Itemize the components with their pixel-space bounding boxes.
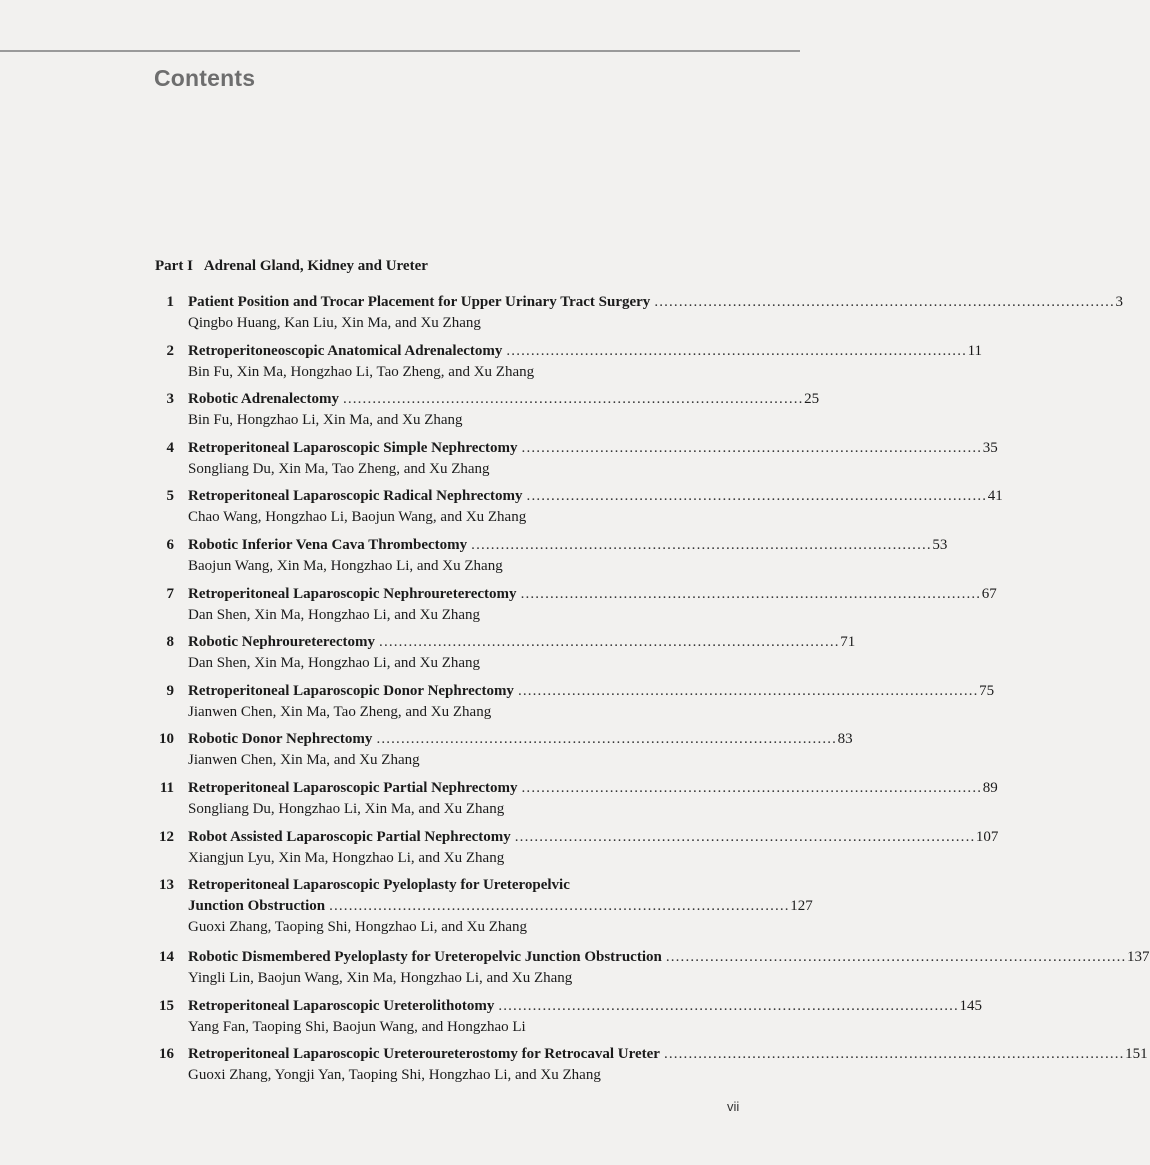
chapter-title[interactable]: Robotic Dismembered Pyeloplasty for Ureteropelvic Junction Obstruction	[188, 949, 662, 966]
chapter-title[interactable]: Robotic Inferior Vena Cava Thrombectomy	[188, 536, 468, 553]
dot-leader	[379, 632, 837, 653]
chapter-title[interactable]: Retroperitoneoscopic Anatomical Adrenalectomy	[188, 342, 503, 359]
chapter-title[interactable]: Retroperitoneal Laparoscopic Partial Nephrectomy	[188, 779, 518, 796]
chapter-authors: Qingbo Huang, Kan Liu, Xin Ma, and Xu Zhang	[188, 315, 481, 331]
chapter-authors: Chao Wang, Hongzhao Li, Baojun Wang, and Xu Zhang	[188, 509, 527, 526]
part-title: Adrenal Gland, Kidney and Ureter	[203, 258, 428, 274]
chapter-title[interactable]: Retroperitoneal Laparoscopic Donor Nephrectomy	[188, 682, 514, 699]
chapter-authors: Bin Fu, Hongzhao Li, Xin Ma, and Xu Zhang	[188, 412, 463, 429]
dot-leader	[471, 535, 929, 556]
toc-entry[interactable]	[150, 996, 982, 1045]
chapter-authors: Jianwen Chen, Xin Ma, Tao Zheng, and Xu Zhang	[188, 703, 492, 720]
chapter-authors: Yingli Lin, Baojun Wang, Xin Ma, Hongzhao Li, and Xu Zhang	[188, 970, 573, 987]
dot-leader	[664, 1044, 1122, 1065]
page-number: 107	[975, 828, 999, 845]
chapter-authors: Dan Shen, Xin Ma, Hongzhao Li, and Xu Zhang	[188, 655, 481, 672]
dot-leader	[666, 947, 1124, 968]
page-number: 137	[1127, 949, 1150, 966]
chapter-title[interactable]: Retroperitoneal Laparoscopic Radical Nephrectomy	[188, 488, 523, 505]
chapter-authors: Bin Fu, Xin Ma, Hongzhao Li, Tao Zheng, and Xu Zhang	[188, 363, 535, 380]
chapter-number: 2	[166, 342, 174, 359]
chapter-number: 7	[166, 585, 174, 602]
dot-leader	[527, 486, 985, 507]
page-number: 25	[804, 391, 820, 408]
chapter-title[interactable]: Retroperitoneal Laparoscopic Nephroureterectomy	[188, 585, 517, 602]
page-number: 67	[981, 585, 997, 602]
toc-entry[interactable]	[150, 535, 948, 584]
chapter-authors: Yang Fan, Taoping Shi, Baojun Wang, and Hongzhao Li	[188, 1018, 526, 1035]
chapter-number: 1	[166, 294, 174, 310]
chapter-authors: Baojun Wang, Xin Ma, Hongzhao Li, and Xu Zhang	[188, 557, 503, 574]
toc-entry[interactable]	[150, 827, 999, 876]
toc-list	[150, 292, 1150, 1093]
dot-leader	[343, 389, 801, 410]
dot-leader	[522, 438, 980, 459]
part-number: Part I	[155, 258, 193, 274]
toc-entry[interactable]	[150, 389, 820, 438]
toc-entry[interactable]	[150, 875, 813, 947]
part-heading	[155, 258, 428, 275]
page-number: 75	[979, 682, 995, 699]
chapter-title[interactable]: Robotic Nephroureterectomy	[188, 634, 376, 651]
page-number: 71	[840, 634, 856, 651]
page-number: 83	[837, 731, 853, 748]
chapter-authors: Dan Shen, Xin Ma, Hongzhao Li, and Xu Zhang	[188, 606, 481, 623]
page-number: 127	[790, 898, 813, 915]
toc-entry[interactable]	[150, 341, 983, 390]
dot-leader	[498, 996, 956, 1017]
dot-leader	[654, 292, 1112, 313]
dot-leader	[522, 778, 980, 799]
chapter-authors: Guoxi Zhang, Taoping Shi, Hongzhao Li, and Xu Zhang	[188, 919, 528, 936]
chapter-title[interactable]: Junction Obstruction	[188, 898, 326, 915]
chapter-title[interactable]: Patient Position and Trocar Placement for Upper Urinary Tract Surgery	[188, 294, 651, 310]
page-number: 11	[967, 342, 983, 359]
page-number: 53	[932, 536, 948, 553]
chapter-number: 9	[166, 682, 174, 699]
toc-entry[interactable]	[150, 584, 997, 633]
dot-leader	[515, 827, 973, 848]
toc-entry[interactable]	[150, 729, 853, 778]
page-title: Contents	[154, 65, 256, 91]
chapter-authors: Xiangjun Lyu, Xin Ma, Hongzhao Li, and Xu Zhang	[188, 849, 505, 866]
chapter-title[interactable]: Robot Assisted Laparoscopic Partial Nephrectomy	[188, 828, 511, 845]
chapter-title-first-line[interactable]: Retroperitoneal Laparoscopic Pyeloplasty for Ureteropelvic	[188, 877, 570, 894]
chapter-number: 5	[166, 488, 174, 505]
chapter-number: 12	[159, 828, 174, 845]
page-number: 145	[959, 997, 982, 1014]
chapter-number: 4	[166, 439, 174, 456]
chapter-number: 3	[166, 391, 174, 408]
toc-entry[interactable]	[150, 1044, 1148, 1093]
chapter-authors: Jianwen Chen, Xin Ma, and Xu Zhang	[188, 752, 420, 769]
page-number: 89	[982, 779, 998, 796]
toc-entry[interactable]	[150, 681, 995, 730]
toc-entry[interactable]	[150, 292, 1123, 341]
chapter-number: 8	[166, 634, 174, 651]
page-folio: vii	[727, 1099, 740, 1114]
toc-entry[interactable]	[150, 632, 856, 681]
page-number: 151	[1125, 1046, 1148, 1063]
dot-leader	[518, 681, 976, 702]
toc-entry[interactable]	[150, 778, 998, 827]
chapter-title[interactable]: Retroperitoneal Laparoscopic Ureteroureterostomy for Retrocaval Ureter	[188, 1046, 660, 1063]
chapter-number: 11	[159, 779, 174, 796]
dot-leader	[521, 584, 979, 605]
toc-entry[interactable]	[150, 438, 998, 487]
chapter-title[interactable]: Robotic Donor Nephrectomy	[188, 731, 373, 748]
chapter-title[interactable]: Retroperitoneal Laparoscopic Ureterolithotomy	[188, 997, 495, 1014]
chapter-number: 6	[166, 536, 174, 553]
chapter-number: 13	[159, 877, 174, 894]
page-number: 41	[987, 488, 1003, 505]
chapter-number: 14	[159, 949, 174, 966]
toc-entry[interactable]	[150, 947, 1150, 996]
chapter-authors: Guoxi Zhang, Yongji Yan, Taoping Shi, Hongzhao Li, and Xu Zhang	[188, 1067, 601, 1084]
chapter-number: 15	[159, 997, 174, 1014]
dot-leader	[329, 896, 787, 917]
top-rule	[0, 50, 800, 52]
page-number: 3	[1115, 294, 1123, 310]
dot-leader	[506, 341, 964, 362]
chapter-number: 10	[159, 731, 174, 748]
dot-leader	[376, 729, 834, 750]
chapter-number: 16	[159, 1046, 174, 1063]
page-number: 35	[982, 439, 998, 456]
chapter-title[interactable]: Retroperitoneal Laparoscopic Simple Nephrectomy	[188, 439, 518, 456]
chapter-authors: Songliang Du, Hongzhao Li, Xin Ma, and Xu Zhang	[188, 800, 505, 817]
toc-entry[interactable]	[150, 486, 1003, 535]
chapter-title[interactable]: Robotic Adrenalectomy	[188, 391, 339, 408]
chapter-authors: Songliang Du, Xin Ma, Tao Zheng, and Xu Zhang	[188, 460, 490, 477]
